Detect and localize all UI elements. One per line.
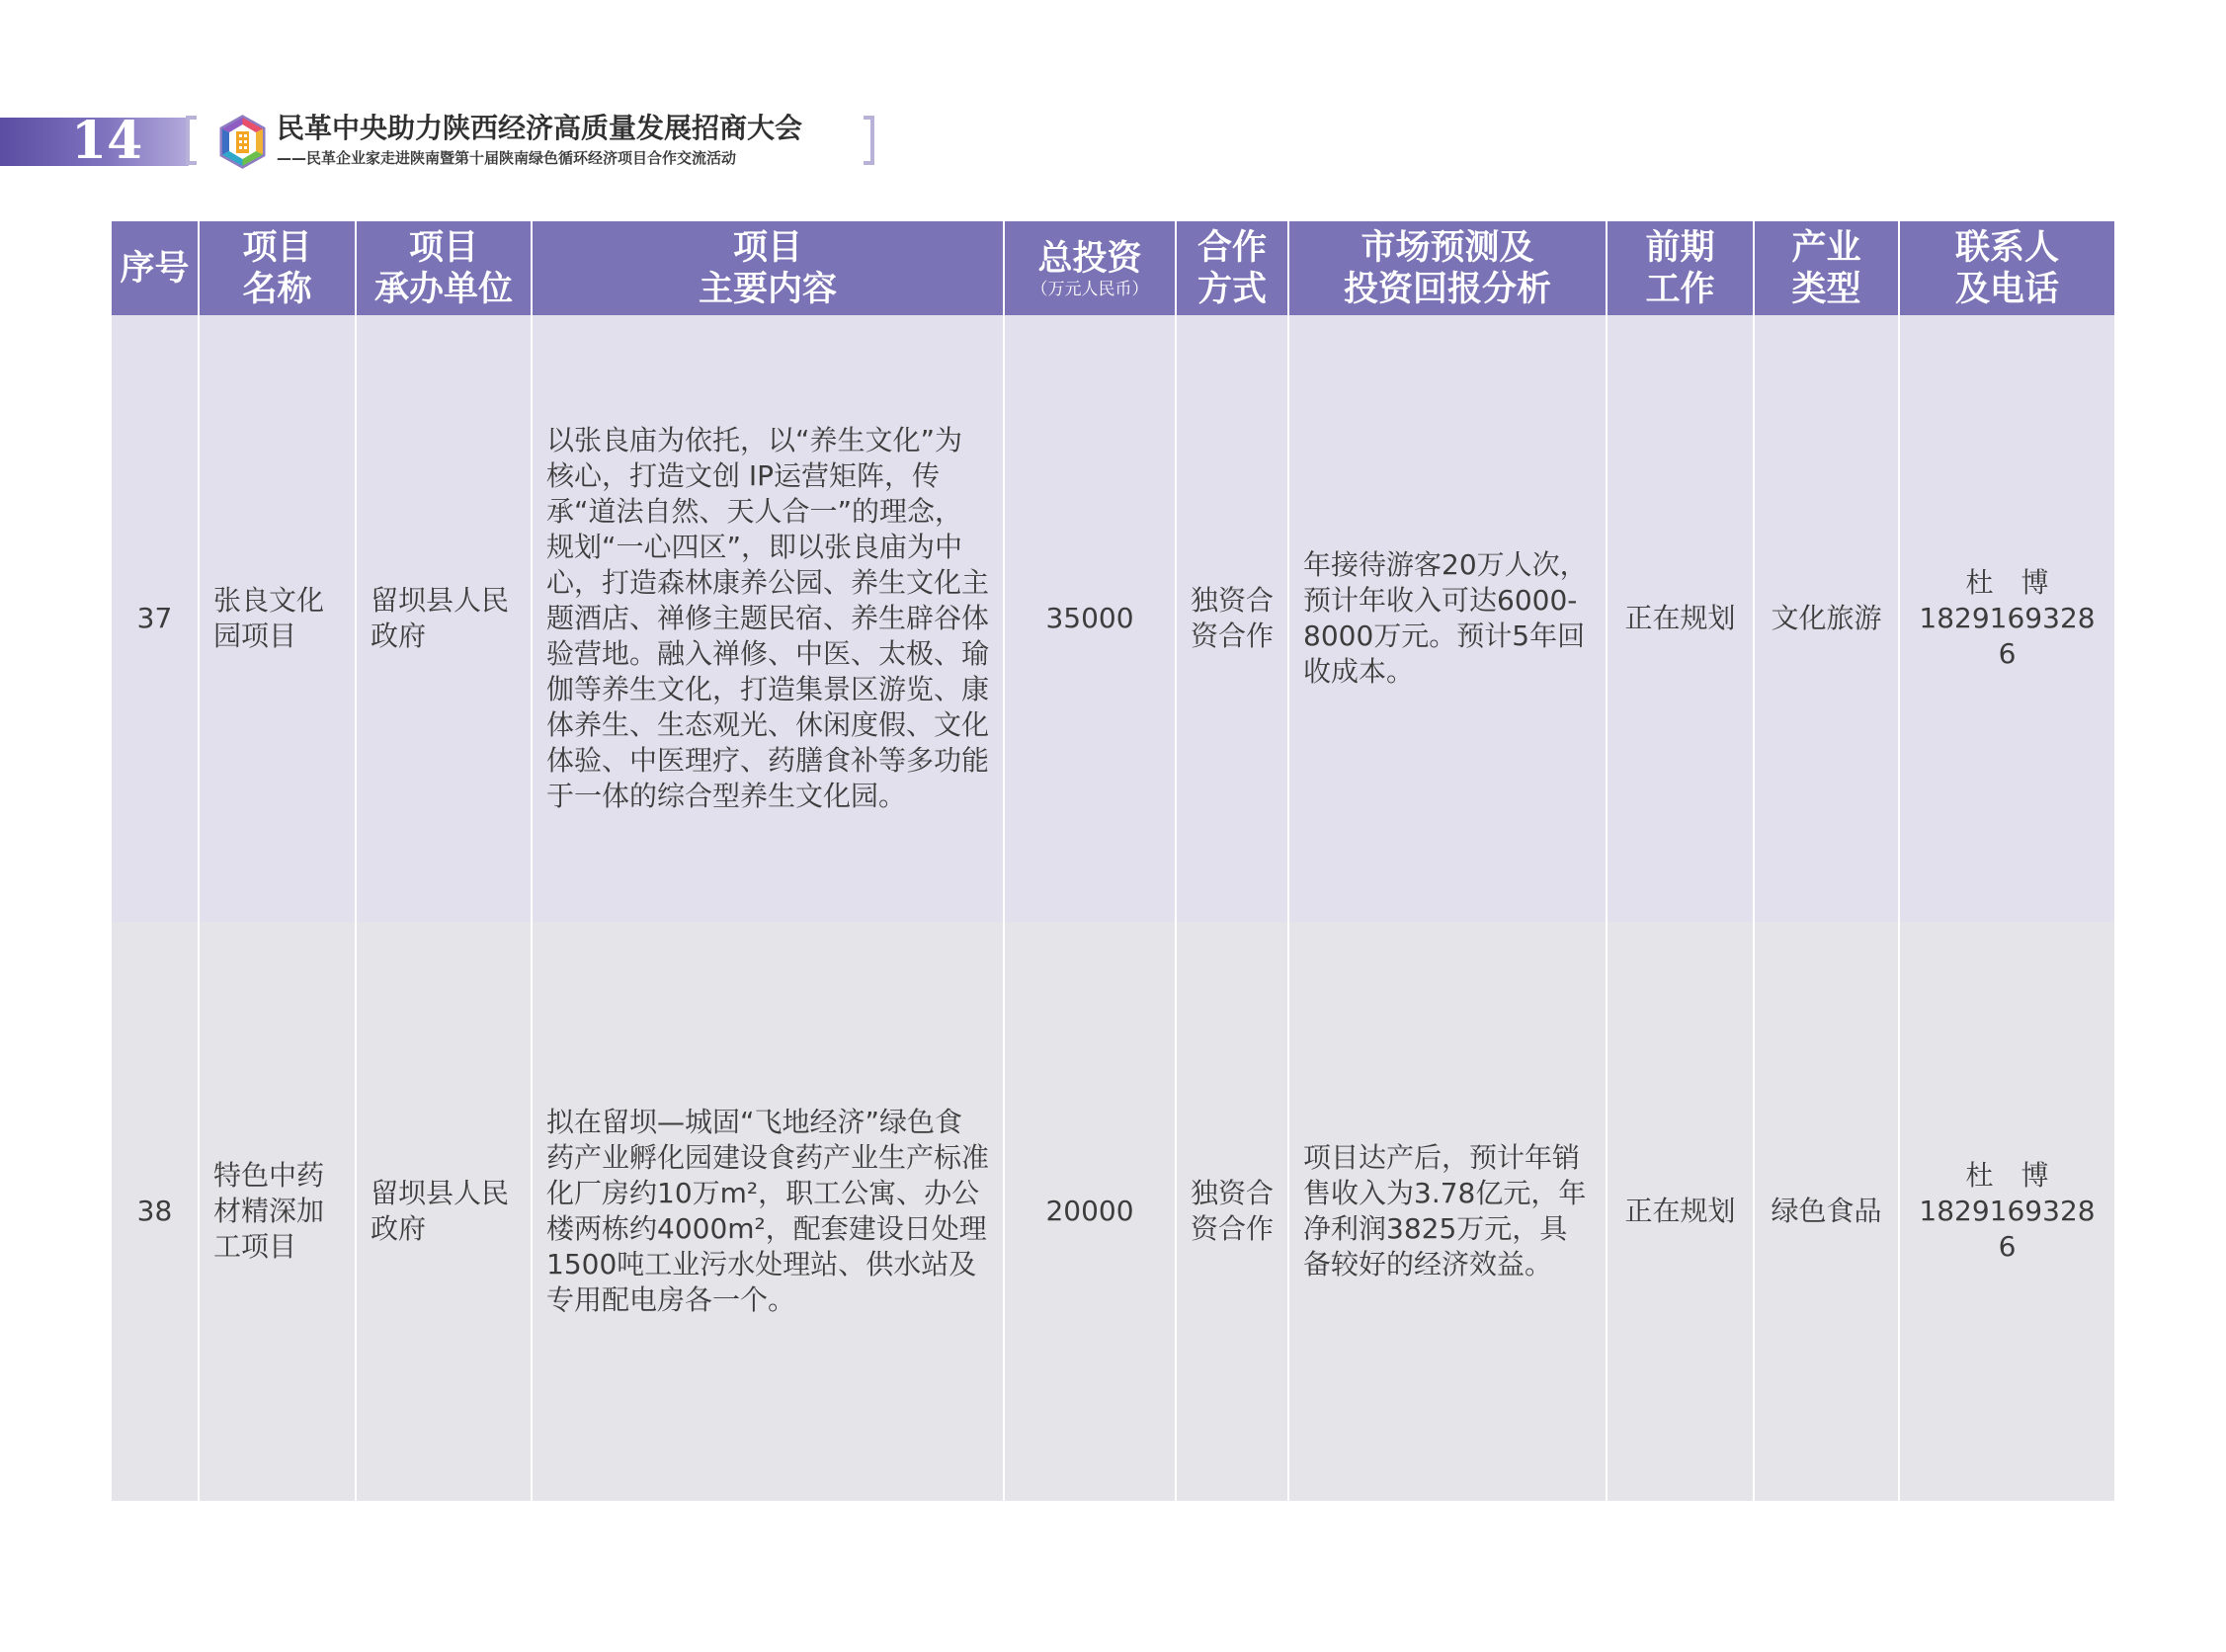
cell-content: 拟在留坝—城固“飞地经济”绿色食药产业孵化园建设食药产业生产标准化厂房约10万m²，职工公寓、办公楼两栋约4000m²，配套建设日处理1500吨工业污水处理站、供水站及专用配电房各一个。 [532, 922, 1004, 1501]
cell-market: 项目达产后，预计年销售收入为3.78亿元，年净利润3825万元，具备较好的经济效益。 [1288, 922, 1607, 1501]
cell-name: 特色中药材精深加工项目 [199, 922, 356, 1501]
table-header-row [112, 221, 2114, 315]
cell-investment: 35000 [1004, 315, 1176, 922]
conference-title: 民革中央助力陕西经济高质量发展招商大会 [277, 112, 803, 144]
cell-no: 37 [112, 315, 199, 922]
cell-name: 张良文化园项目 [199, 315, 356, 922]
contact-phone: 18291693286 [1919, 1195, 2096, 1263]
cell-unit: 留坝县人民政府 [356, 922, 532, 1501]
conference-subtitle: ——民革企业家走进陕南暨第十届陕南绿色循环经济项目合作交流活动 [277, 149, 737, 167]
col-header-investment: 总投资 （万元人民币） [1004, 221, 1176, 315]
cell-pre-work: 正在规划 [1607, 922, 1754, 1501]
cell-content: 以张良庙为依托，以“养生文化”为核心，打造文创 IP运营矩阵，传承“道法自然、天人合一”的理念，规划“一心四区”，即以张良庙为中心，打造森林康养公园、养生文化主题酒店、禅修主题民宿、养生辟谷体验营地。融入禅修、中医、太极、瑜伽等养生文化，打造集景区游览、康体养生、生态观光、休闲度假、文化体验、中医理疗、药膳食补等多功能于一体的综合型养生文化园。 [532, 315, 1004, 922]
title-bracket-right [864, 116, 874, 165]
investment-unit-label: （万元人民币） [1031, 279, 1149, 299]
cell-investment: 20000 [1004, 922, 1176, 1501]
col-header-contact: 联系人 及电话 [1899, 221, 2114, 315]
cell-contact [1899, 315, 2114, 922]
table-row [112, 315, 2114, 922]
col-header-name: 项目 名称 [199, 221, 356, 315]
contact-phone: 18291693286 [1919, 602, 2096, 670]
contact-name: 杜 博 [1965, 566, 2049, 599]
col-header-market: 市场预测及 投资回报分析 [1288, 221, 1607, 315]
col-header-content: 项目 主要内容 [532, 221, 1004, 315]
cell-market: 年接待游客20万人次，预计年收入可达6000-8000万元。预计5年回收成本。 [1288, 315, 1607, 922]
cell-pre-work: 正在规划 [1607, 315, 1754, 922]
cell-contact [1899, 922, 2114, 1501]
cell-unit: 留坝县人民政府 [356, 315, 532, 922]
col-header-no: 序号 [112, 221, 199, 315]
cell-industry: 文化旅游 [1754, 315, 1899, 922]
title-bracket-left [186, 116, 197, 165]
page-number: 14 [71, 111, 143, 171]
conference-logo-icon [216, 115, 269, 169]
contact-name: 杜 博 [1965, 1159, 2049, 1192]
col-header-mode: 合作 方式 [1176, 221, 1288, 315]
cell-mode: 独资合资合作 [1176, 315, 1288, 922]
project-table [112, 221, 2114, 1501]
cell-no: 38 [112, 922, 199, 1501]
table-row [112, 922, 2114, 1501]
cell-mode: 独资合资合作 [1176, 922, 1288, 1501]
col-header-pre-work: 前期 工作 [1607, 221, 1754, 315]
col-header-industry: 产业 类型 [1754, 221, 1899, 315]
col-header-unit: 项目 承办单位 [356, 221, 532, 315]
cell-industry: 绿色食品 [1754, 922, 1899, 1501]
